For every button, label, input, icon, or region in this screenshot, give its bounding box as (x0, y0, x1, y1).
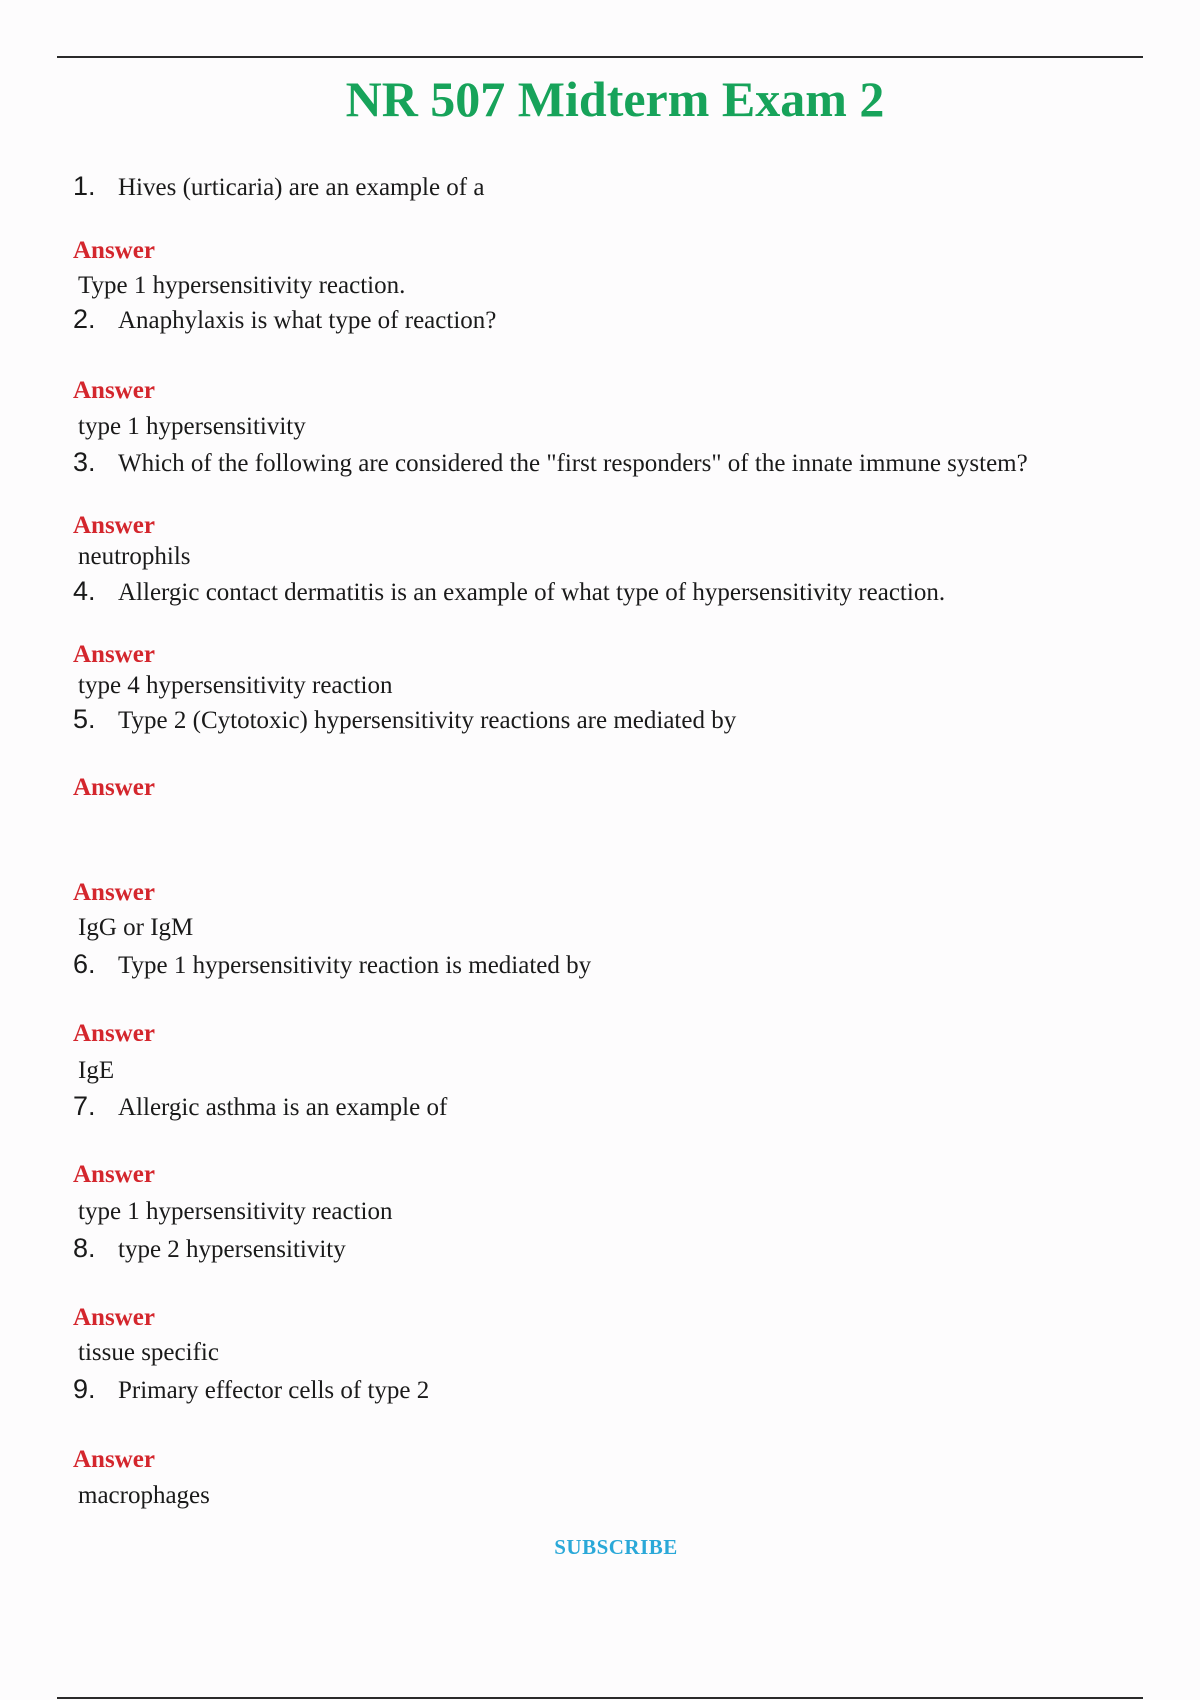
answer-text: IgG or IgM (78, 914, 194, 941)
answer-label: Answer (73, 237, 155, 264)
page-title: NR 507 Midterm Exam 2 (345, 71, 885, 127)
answer-text: type 1 hypersensitivity reaction (78, 1198, 393, 1225)
answer-label: Answer (73, 1020, 155, 1047)
question-3 (73, 446, 1028, 479)
question-8 (73, 1232, 346, 1265)
question-6 (73, 948, 591, 981)
answer-label: Answer (73, 377, 155, 404)
question-9 (73, 1373, 429, 1406)
question-number: 1. (73, 171, 96, 201)
bottom-rule (57, 1697, 1143, 1699)
answer-text: neutrophils (78, 543, 191, 570)
question-text: Primary effector cells of type 2 (118, 1377, 430, 1404)
question-number: 2. (73, 304, 96, 334)
question-text: Anaphylaxis is what type of reaction? (118, 307, 497, 334)
question-number: 3. (73, 447, 96, 477)
question-1 (73, 170, 484, 203)
answer-label: Answer (73, 512, 155, 539)
answer-label: Answer (73, 1446, 155, 1473)
answer-text: type 1 hypersensitivity (78, 413, 306, 440)
question-text: Allergic contact dermatitis is an example of what type of hypersensitivity reaction. (118, 579, 946, 606)
question-number: 6. (73, 949, 96, 979)
answer-label: Answer (73, 1304, 155, 1331)
answer-label: Answer (73, 879, 155, 906)
answer-text: type 4 hypersensitivity reaction (78, 672, 393, 699)
answer-label: Answer (73, 641, 155, 668)
question-4 (73, 575, 945, 608)
subscribe-link[interactable]: SUBSCRIBE (554, 1535, 678, 1559)
answer-text: Type 1 hypersensitivity reaction. (78, 272, 406, 299)
question-number: 7. (73, 1091, 96, 1121)
question-number: 4. (73, 576, 96, 606)
question-7 (73, 1090, 447, 1123)
answer-label: Answer (73, 774, 155, 801)
question-2 (73, 303, 496, 336)
answer-text: tissue specific (78, 1339, 219, 1366)
question-text: Allergic asthma is an example of (118, 1094, 448, 1121)
question-text: Hives (urticaria) are an example of a (118, 174, 485, 201)
question-number: 8. (73, 1233, 96, 1263)
question-5 (73, 703, 736, 736)
question-number: 5. (73, 704, 96, 734)
question-text: Which of the following are considered the "first responders" of the innate immune system? (118, 450, 1028, 477)
question-text: Type 1 hypersensitivity reaction is mediated by (118, 952, 592, 979)
answer-text: macrophages (78, 1482, 210, 1509)
answer-label: Answer (73, 1161, 155, 1188)
answer-text: IgE (78, 1057, 115, 1084)
question-text: Type 2 (Cytotoxic) hypersensitivity reactions are mediated by (118, 707, 737, 734)
question-number: 9. (73, 1374, 96, 1404)
question-text: type 2 hypersensitivity (118, 1236, 346, 1263)
top-rule (57, 56, 1143, 58)
